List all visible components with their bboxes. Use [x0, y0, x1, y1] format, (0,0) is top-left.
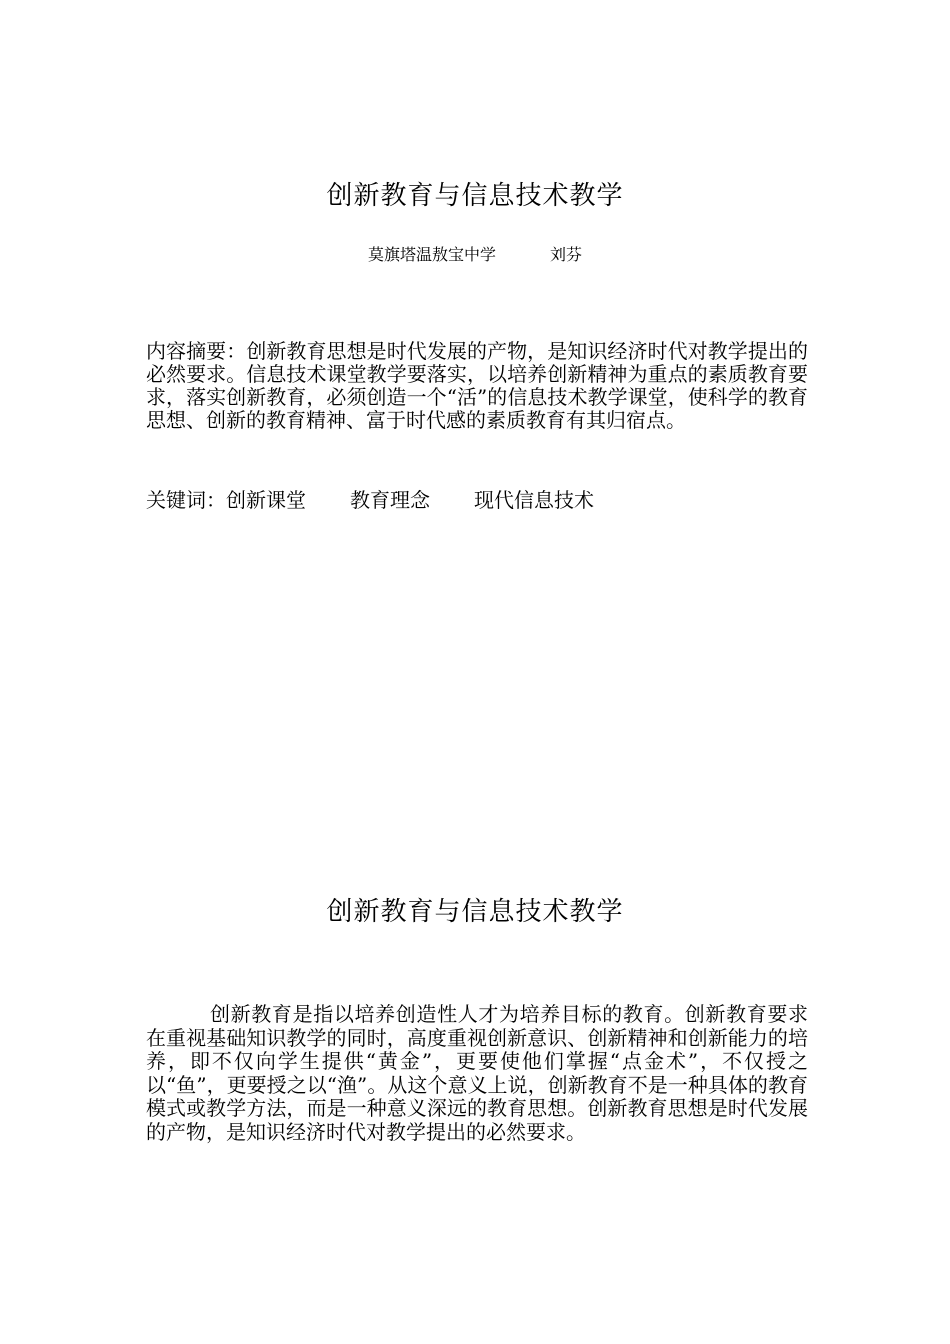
keyword-item: 教育理念 — [350, 488, 430, 512]
keywords — [146, 487, 808, 513]
keywords-label: 关键词： — [146, 488, 226, 512]
byline — [0, 244, 950, 266]
section-title: 创新教育与信息技术教学 — [326, 897, 624, 927]
abstract-label: 内容摘要： — [146, 339, 247, 363]
abstract — [146, 340, 808, 432]
body-paragraph: 创新教育是指以培养创造性人才为培养目标的教育。创新教育要求在重视基础知识教学的同时，高度重视创新意识、创新精神和创新能力的培养，即不仅向学生提供“黄金”，更要使他们掌握“点金术”，不仅授之以“鱼”，更要授之以“渔”。从这个意义上说，创新教育不是一种具体的教育模式或教学方法，而是一种意义深远的教育思想。创新教育思想是时代发展的产物，是知识经济时代对教学提出的必然要求。 — [146, 1002, 808, 1144]
author-name: 刘芬 — [550, 245, 583, 264]
page-title: 创新教育与信息技术教学 — [326, 181, 624, 211]
keyword-item: 现代信息技术 — [474, 488, 594, 512]
keyword-item: 创新课堂 — [226, 488, 306, 512]
abstract-text: 创新教育思想是时代发展的产物，是知识经济时代对教学提出的必然要求。信息技术课堂教学要落实，以培养创新精神为重点的素质教育要求，落实创新教育，必须创造一个“活”的信息技术教学课堂，使科学的教育思想、创新的教育精神、富于时代感的素质教育有其归宿点。 — [146, 339, 808, 432]
school-name: 莫旗塔温敖宝中学 — [367, 245, 496, 264]
